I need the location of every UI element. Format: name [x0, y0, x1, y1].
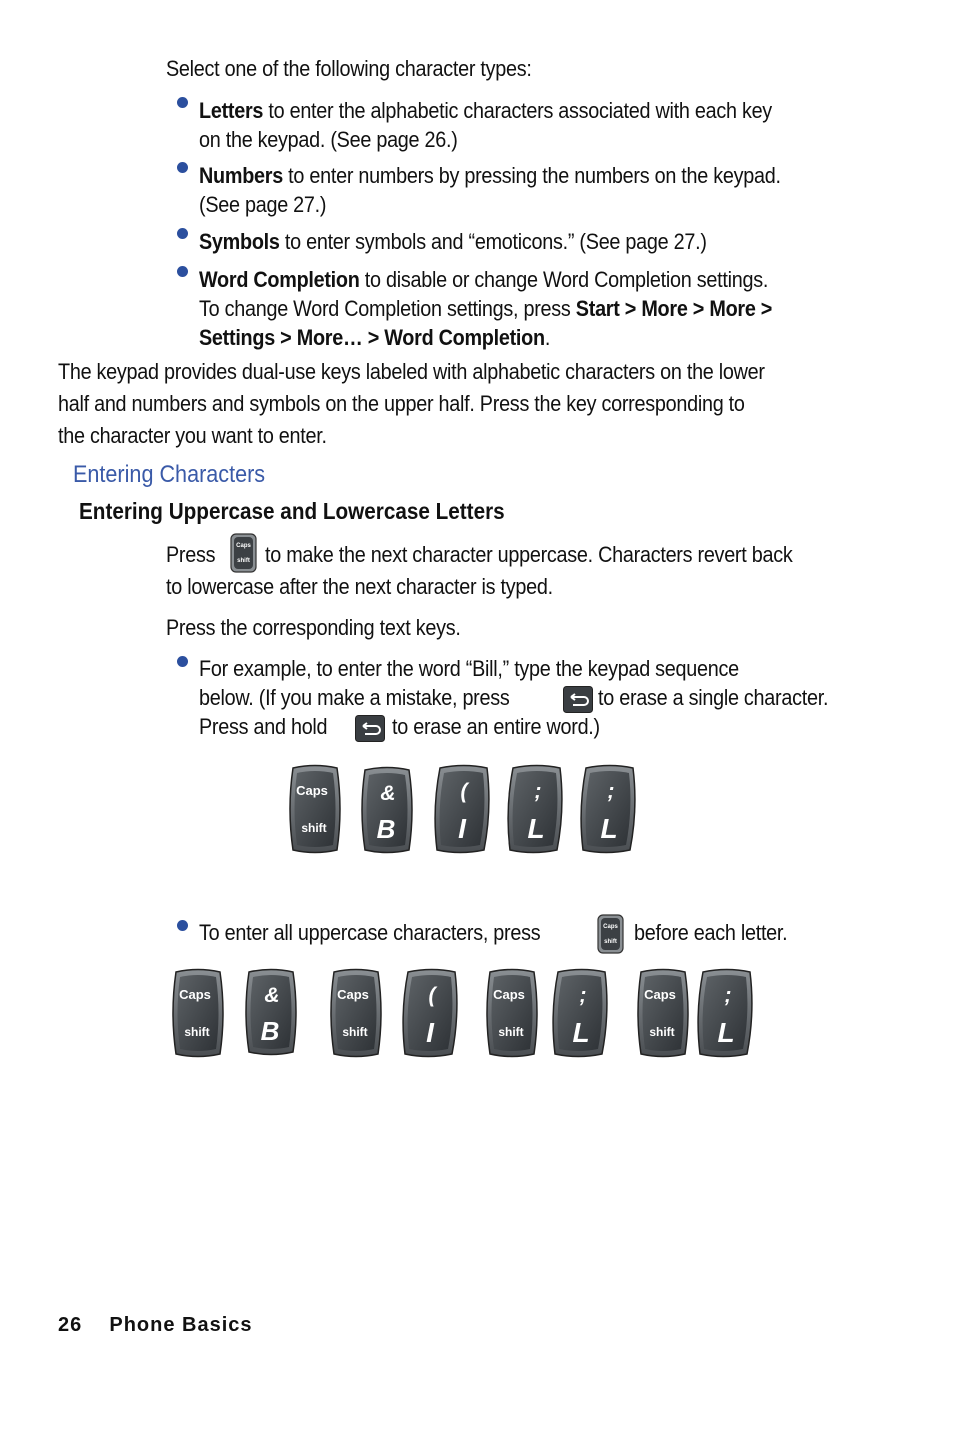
menu-path-settings: Settings — [199, 325, 275, 350]
bullet-dot — [177, 162, 188, 173]
menu-path-word-completion: Word Completion — [384, 325, 545, 350]
key-symbol-label: & — [380, 782, 396, 805]
key-caps-label: Caps — [179, 987, 211, 1002]
press-caps-line1 — [166, 540, 215, 569]
bullet-term: Numbers — [199, 163, 283, 188]
caps-shift-key-icon — [328, 968, 384, 1058]
bullet-term: Letters — [199, 98, 264, 123]
bullet-dot — [177, 920, 188, 931]
press-text: to lowercase after the next character is typed. — [166, 574, 553, 599]
b-key-icon — [243, 968, 299, 1056]
i-key-icon — [432, 764, 492, 854]
key-letter-label: L — [717, 1017, 735, 1048]
menu-path-more: More… — [296, 325, 363, 350]
b-key-icon — [359, 766, 415, 854]
caps-shift-key-icon — [484, 968, 540, 1058]
key-shift-label: shift — [498, 1025, 524, 1039]
bullet-text: to disable or change Word Completion settings. — [359, 267, 769, 292]
back-key-icon — [355, 715, 385, 742]
caps-shift-key-icon — [597, 914, 624, 954]
menu-path-sep: > — [755, 296, 773, 321]
key-symbol-label: ( — [428, 984, 436, 1007]
page-footer — [58, 1314, 253, 1337]
key-shift-label: shift — [342, 1025, 368, 1039]
key-symbol-label: ; — [607, 780, 615, 803]
press-caps-line2 — [166, 572, 553, 601]
key-shift-label: shift — [604, 939, 617, 945]
l-key-icon — [695, 968, 755, 1058]
press-caps-line1-rest — [265, 540, 792, 569]
key-letter-label: L — [572, 1017, 590, 1048]
menu-path-sep: > — [274, 325, 297, 350]
bullet-numbers — [199, 161, 781, 219]
key-shift-label: shift — [184, 1025, 210, 1039]
example-line3b: to erase an entire word.) — [392, 714, 600, 739]
paragraph-line: The keypad provides dual-use keys labeled with alphabetic characters on the lower — [58, 359, 765, 384]
menu-path-sep: > — [619, 296, 642, 321]
chapter-title: Phone Basics — [109, 1314, 253, 1336]
keypad-paragraph — [58, 356, 765, 452]
menu-path-sep: > — [362, 325, 385, 350]
l-key-icon — [505, 764, 565, 854]
key-letter-label: L — [600, 813, 618, 844]
caps-shift-key-icon — [635, 968, 691, 1058]
bullet-term: Symbols — [199, 229, 280, 254]
menu-path-more: More — [641, 296, 688, 321]
paragraph-line: half and numbers and symbols on the upper half. Press the key corresponding to — [58, 391, 745, 416]
key-caps-label: Caps — [644, 987, 676, 1002]
key-letter-label: L — [527, 813, 545, 844]
key-shift-label: shift — [301, 821, 327, 835]
bullet-text: to enter the alphabetic characters associated with each key — [263, 98, 772, 123]
key-letter-label: I — [426, 1017, 434, 1048]
uppercase-text-a: To enter all uppercase characters, press — [199, 920, 541, 945]
press-text: to make the next character uppercase. Characters revert back — [265, 542, 793, 567]
paragraph-line: the character you want to enter. — [58, 423, 327, 448]
press-keys-text: Press the corresponding text keys. — [166, 615, 461, 640]
menu-path-start: Start — [575, 296, 620, 321]
bullet-dot — [177, 97, 188, 108]
bullet-term: Word Completion — [199, 267, 360, 292]
intro-text: Select one of the following character types: — [166, 56, 532, 81]
bullet-text: (See page 27.) — [199, 192, 327, 217]
l-key-icon — [578, 764, 638, 854]
key-symbol-label: ; — [724, 984, 732, 1007]
bullet-text: To change Word Completion settings, press — [199, 296, 576, 321]
example-line2a: below. (If you make a mistake, press — [199, 685, 510, 710]
example-line1: For example, to enter the word “Bill,” type the keypad sequence — [199, 656, 739, 681]
bullet-symbols — [199, 227, 707, 256]
key-letter-label: B — [260, 1016, 280, 1046]
bullet-text: to enter symbols and “emoticons.” (See page 27.) — [279, 229, 707, 254]
bullet-dot — [177, 656, 188, 667]
key-caps-label: Caps — [296, 783, 328, 798]
example-line2b: to erase a single character. — [598, 685, 829, 710]
key-caps-label: Caps — [493, 987, 525, 1002]
menu-path-more: More — [709, 296, 756, 321]
caps-shift-key-icon — [230, 533, 257, 573]
i-key-icon — [400, 968, 460, 1058]
page-number: 26 — [58, 1314, 83, 1336]
uppercase-text-b: before each letter. — [634, 920, 788, 945]
key-symbol-label: ; — [579, 984, 587, 1007]
section-title: Entering Characters — [73, 461, 266, 488]
key-shift-label: shift — [237, 558, 250, 564]
key-letter-label: B — [376, 814, 396, 844]
key-symbol-label: & — [264, 984, 280, 1007]
bullet-text: to enter numbers by pressing the numbers on the keypad. — [282, 163, 781, 188]
key-shift-label: shift — [649, 1025, 675, 1039]
bullet-letters — [199, 96, 772, 154]
bullet-text: on the keypad. (See page 26.) — [199, 127, 458, 152]
bullet-dot — [177, 266, 188, 277]
bullet-dot — [177, 228, 188, 239]
back-key-icon — [563, 686, 593, 713]
bullet-word-completion — [199, 265, 772, 352]
key-letter-label: I — [458, 813, 466, 844]
press-text: Press — [166, 542, 216, 567]
bullet-text: . — [544, 325, 551, 350]
menu-path-sep: > — [687, 296, 710, 321]
key-caps-label: Caps — [337, 987, 369, 1002]
key-symbol-label: ; — [534, 780, 542, 803]
key-symbol-label: ( — [460, 780, 468, 803]
caps-shift-key-icon — [170, 968, 226, 1058]
key-caps-label: Caps — [236, 543, 251, 549]
caps-shift-key-icon — [287, 764, 343, 854]
l-key-icon — [550, 968, 610, 1058]
key-caps-label: Caps — [603, 924, 618, 930]
subsection-title: Entering Uppercase and Lowercase Letters — [79, 498, 505, 524]
example-line3a: Press and hold — [199, 714, 328, 739]
